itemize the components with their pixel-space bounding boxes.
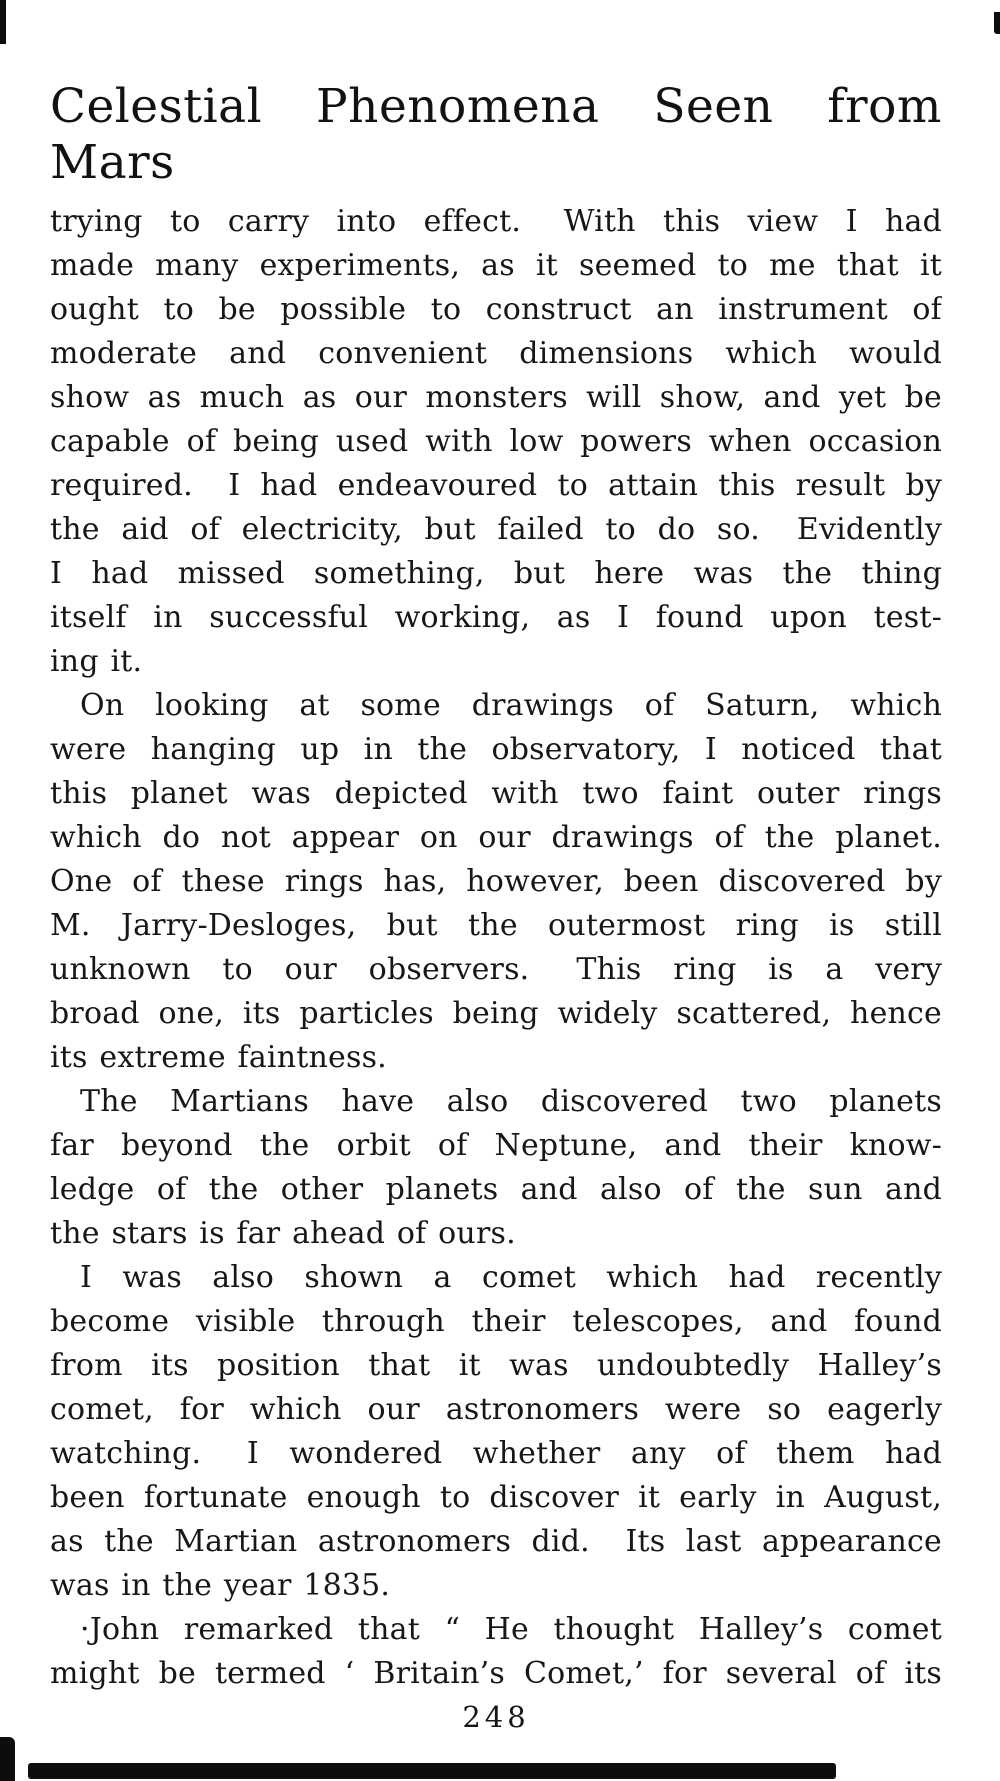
text-line: was in the year 1835.: [50, 1568, 391, 1603]
text-line: watching. I wondered whether any of them had: [50, 1436, 942, 1471]
text-line: from its position that it was undoubtedly Halley’s: [50, 1348, 942, 1383]
text-line: become visible through their telescopes, and found: [50, 1304, 942, 1339]
text-line: moderate and convenient dimensions which would: [50, 336, 942, 371]
text-line: required. I had endeavoured to attain this result by: [50, 468, 942, 503]
text-line: ·John remarked that “ He thought Halley’s comet: [80, 1612, 942, 1647]
text-line: One of these rings has, however, been discovered by: [50, 864, 942, 899]
text-line: broad one, its particles being widely scattered, hence: [50, 996, 942, 1031]
text-line: trying to carry into effect. With this view I had: [50, 204, 942, 239]
text-line: as the Martian astronomers did. Its last appearance: [50, 1524, 942, 1559]
scan-artifact-bottom-bar: [28, 1763, 836, 1779]
text-line: ing it.: [50, 644, 143, 679]
text-line: were hanging up in the observatory, I noticed that: [50, 732, 942, 767]
text-line: comet, for which our astronomers were so eagerly: [50, 1392, 942, 1427]
text-line: made many experiments, as it seemed to me that it: [50, 248, 942, 283]
text-line: ledge of the other planets and also of the sun and: [50, 1172, 942, 1207]
page-number: 248: [462, 1700, 530, 1734]
text-line: far beyond the orbit of Neptune, and their know-: [50, 1128, 942, 1163]
text-line: show as much as our monsters will show, and yet be: [50, 380, 942, 415]
scan-artifact-bottom-left: [0, 1737, 15, 1781]
text-line: might be termed ‘ Britain’s Comet,’ for several of its: [50, 1656, 942, 1691]
text-line: the aid of electricity, but failed to do so. Evidently: [50, 512, 942, 547]
text-line: been fortunate enough to discover it early in August,: [50, 1480, 942, 1515]
text-line: The Martians have also discovered two planets: [80, 1084, 942, 1119]
scan-artifact-top-left: [0, 0, 6, 44]
text-line: capable of being used with low powers when occasion: [50, 424, 942, 459]
text-line: On looking at some drawings of Saturn, which: [80, 688, 942, 723]
page-content: [50, 0, 942, 1738]
page-title: Celestial Phenomena Seen from Mars: [50, 79, 942, 190]
text-line: its extreme faintness.: [50, 1040, 387, 1075]
body-text: [50, 200, 942, 1696]
text-line: this planet was depicted with two faint outer rings: [50, 776, 942, 811]
text-line: I had missed something, but here was the thing: [50, 556, 942, 591]
text-line: the stars is far ahead of ours.: [50, 1216, 516, 1251]
text-line: itself in successful working, as I found upon test-: [50, 600, 942, 635]
text-line: M. Jarry-Desloges, but the outermost ring is still: [50, 908, 942, 943]
text-line: I was also shown a comet which had recently: [80, 1260, 942, 1295]
text-line: ought to be possible to construct an instrument of: [50, 292, 942, 327]
text-line: which do not appear on our drawings of the planet.: [50, 820, 942, 855]
scan-artifact-top-right: [994, 12, 1000, 34]
text-line: unknown to our observers. This ring is a very: [50, 952, 942, 987]
